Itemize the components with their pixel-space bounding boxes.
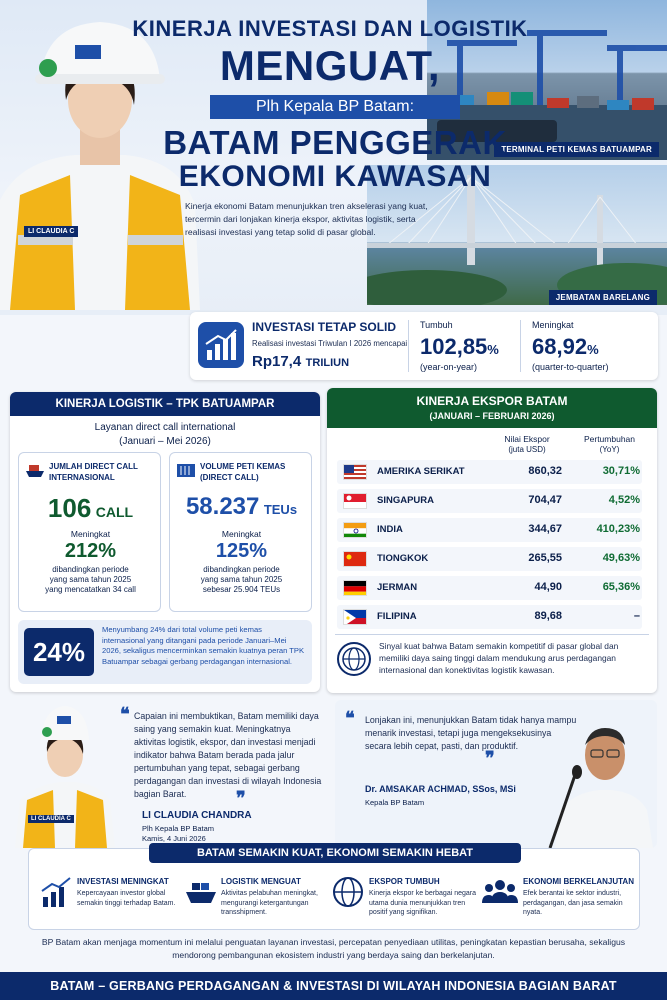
closing-text: BP Batam akan menjaga momentum ini melalui penguatan layanan investasi, percepatan penyediaan utilitas, peningkatan kepastian berusaha, sekaligus mendorong pembangunan ekosistem industri yang berdaya saing dan berkelanjutan. bbox=[41, 937, 626, 960]
amsakar-portrait-illustration bbox=[545, 700, 657, 848]
investasi-amount-unit: TRILIUN bbox=[305, 357, 350, 369]
investasi-amount-value: Rp17,4 bbox=[252, 353, 302, 370]
export-value: 44,90 bbox=[534, 581, 562, 593]
country-name: AMERIKA SERIKAT bbox=[377, 466, 465, 477]
quote1-text: Capaian ini membuktikan, Batam memiliki daya saing yang semakin kuat. Meningkatnya aktivitas logistik, ekspor, dan investasi menjadi indikator bahwa Batam berada pada jalur pertumbuhan yang tepat, sebagai gerbang perdagangan dan investasi di wilayah Indonesia bagian Barat. bbox=[134, 711, 322, 799]
close-quote-icon: ❞ bbox=[485, 748, 495, 768]
ekspor-period: (JANUARI – FEBRUARI 2026) bbox=[429, 411, 555, 421]
headline-line-1: BATAM PENGGERAK bbox=[163, 124, 507, 161]
people-group-icon bbox=[481, 875, 519, 909]
meningkat-metric bbox=[532, 334, 599, 360]
claudia-badge: LI CLAUDIA C bbox=[28, 815, 74, 823]
export-value: 860,32 bbox=[528, 465, 562, 477]
growth-chart-icon bbox=[39, 875, 73, 909]
claudia-portrait-illustration bbox=[15, 700, 115, 848]
table-row bbox=[337, 576, 642, 600]
teus-value: 58.237 bbox=[185, 493, 260, 520]
bridge-caption: JEMBATAN BARELANG bbox=[549, 290, 657, 305]
feature-title: INVESTASI MENINGKAT bbox=[77, 877, 169, 886]
flag-india-icon bbox=[343, 522, 367, 538]
logistik-period: (Januari – Mei 2026) bbox=[119, 436, 211, 447]
close-quote-icon: ❞ bbox=[236, 788, 246, 808]
teus-meningkat: Meningkat bbox=[221, 529, 262, 539]
port-caption: TERMINAL PETI KEMAS BATUAMPAR bbox=[494, 142, 659, 157]
flag-germany-icon bbox=[343, 580, 367, 596]
table-row bbox=[337, 489, 642, 513]
feature-desc: Efek berantai ke sektor industri, perdagangan, dan jasa semakin nyata. bbox=[523, 890, 623, 916]
open-quote-icon: ❝ bbox=[345, 708, 355, 728]
export-growth: 49,63% bbox=[602, 552, 640, 564]
call-note-3: yang mencatatkan 34 call bbox=[45, 585, 136, 594]
hero-section bbox=[0, 0, 667, 315]
signal-text: Sinyal kuat bahwa Batam semakin kompetitif di pasar global dan memiliki daya saing tinggi dalam mendukung arus perdagangan internasional dan konektivitas logistik kawasan. bbox=[379, 641, 619, 675]
teus-note-1: dibandingkan periode bbox=[203, 565, 280, 574]
title-line-2: MENGUAT, bbox=[219, 42, 441, 89]
flag-usa-icon bbox=[343, 464, 367, 480]
quote2-name: Dr. AMSAKAR ACHMAD, SSos, MSi bbox=[365, 784, 516, 794]
logistik-title: KINERJA LOGISTIK – TPK BATUAMPAR bbox=[10, 392, 320, 416]
share-text: Menyumbang 24% dari total volume peti kemas internasional yang ditangani pada periode Januari–Mei 2026, sekaligus mencerminkan semakin kuatnya peran TPK Batuampar sebagai gerbang perdagangan internasional. bbox=[102, 625, 305, 666]
quote1-role: Plh Kepala BP Batam bbox=[142, 824, 214, 833]
investasi-title: INVESTASI TETAP SOLID bbox=[252, 320, 397, 334]
direct-call-box bbox=[18, 452, 161, 612]
col-growth-unit: (YoY) bbox=[599, 445, 620, 454]
name-badge: LI CLAUDIA C bbox=[24, 226, 78, 237]
call-pct: 212% bbox=[64, 540, 117, 562]
col-value-unit: (juta USD) bbox=[508, 445, 546, 454]
summary-title: BATAM SEMAKIN KUAT, EKONOMI SEMAKIN HEBAT bbox=[149, 843, 521, 863]
country-name: JERMAN bbox=[377, 582, 418, 593]
tumbuh-label: Tumbuh bbox=[420, 320, 453, 330]
teus-note-2: yang sama tahun 2025 bbox=[200, 575, 283, 584]
investment-chart-icon bbox=[198, 322, 244, 368]
investasi-desc: Realisasi investasi Triwulan I 2026 mencapai bbox=[252, 339, 408, 348]
globe-icon bbox=[337, 642, 371, 676]
feature-title: EKONOMI BERKELANJUTAN bbox=[523, 877, 634, 886]
call-note-1: dibandingkan periode bbox=[52, 565, 129, 574]
feature-title: LOGISTIK MENGUAT bbox=[221, 877, 301, 886]
export-growth: 4,52% bbox=[608, 494, 640, 506]
export-value: 265,55 bbox=[528, 552, 562, 564]
title-line-1: KINERJA INVESTASI DAN LOGISTIK bbox=[132, 16, 528, 41]
teus-unit: TEUs bbox=[263, 502, 298, 517]
logistik-service: Layanan direct call international bbox=[94, 422, 236, 433]
subtitle-banner: Plh Kepala BP Batam: bbox=[210, 95, 460, 119]
teus-pct: 125% bbox=[215, 540, 268, 562]
export-value: 89,68 bbox=[534, 610, 562, 622]
export-value: 704,47 bbox=[528, 494, 562, 506]
meningkat-note: (quarter-to-quarter) bbox=[532, 362, 609, 372]
flag-china-icon bbox=[343, 551, 367, 567]
export-growth: – bbox=[633, 610, 640, 622]
table-row bbox=[337, 460, 642, 484]
logistik-panel bbox=[10, 392, 320, 692]
open-quote-icon: ❝ bbox=[120, 704, 130, 724]
teus-box bbox=[169, 452, 312, 612]
headline-line-2: EKONOMI KAWASAN bbox=[178, 160, 492, 193]
share-box bbox=[18, 620, 312, 684]
flag-singapore-icon bbox=[343, 493, 367, 509]
ship-icon bbox=[25, 461, 45, 479]
table-row bbox=[337, 518, 642, 542]
export-value: 344,67 bbox=[528, 523, 562, 535]
globe-icon bbox=[331, 875, 365, 909]
table-row bbox=[337, 547, 642, 571]
flag-philippines-icon bbox=[343, 609, 367, 625]
export-growth: 410,23% bbox=[596, 523, 640, 535]
tumbuh-value: 102,85 bbox=[420, 334, 488, 359]
country-name: SINGAPURA bbox=[377, 495, 435, 506]
call-note-2: yang sama tahun 2025 bbox=[49, 575, 132, 584]
tumbuh-unit: % bbox=[487, 342, 499, 357]
call-meningkat: Meningkat bbox=[70, 529, 111, 539]
feature-title: EKSPOR TUMBUH bbox=[369, 877, 440, 886]
tumbuh-note: (year-on-year) bbox=[420, 362, 478, 372]
quote-amsakar bbox=[335, 700, 657, 848]
quote1-date: Kamis, 4 Juni 2026 bbox=[142, 834, 206, 843]
teus-metric bbox=[170, 493, 313, 521]
export-growth: 65,36% bbox=[602, 581, 640, 593]
direct-call-unit: CALL bbox=[95, 504, 134, 520]
country-name: INDIA bbox=[377, 524, 403, 535]
direct-call-value: 106 bbox=[47, 493, 92, 523]
feature-desc: Kepercayaan investor global semakin tinggi terhadap Batam. bbox=[77, 890, 176, 907]
tumbuh-metric bbox=[420, 334, 499, 360]
quote2-role: Kepala BP Batam bbox=[365, 798, 425, 807]
meningkat-label: Meningkat bbox=[532, 320, 574, 330]
feature-desc: Aktivitas pelabuhan meningkat, mengurangi ketergantungan transshipment. bbox=[221, 890, 318, 916]
table-row bbox=[337, 605, 642, 629]
cargo-ship-icon bbox=[184, 875, 218, 909]
quote1-name: LI CLAUDIA CHANDRA bbox=[142, 810, 252, 821]
quote2-text: Lonjakan ini, menunjukkan Batam tidak hanya mampu menarik investasi, tetapi juga mengeksekusinya secara lebih cepat, pasti, dan produktif. bbox=[365, 715, 577, 751]
container-icon bbox=[176, 461, 196, 479]
meningkat-value: 68,92 bbox=[532, 334, 588, 359]
direct-call-title: JUMLAH DIRECT CALL INTERNASIONAL bbox=[49, 462, 138, 482]
country-name: TIONGKOK bbox=[377, 553, 429, 564]
quote-claudia bbox=[10, 700, 325, 848]
investasi-band bbox=[190, 312, 658, 380]
export-growth: 30,71% bbox=[602, 465, 640, 477]
feature-desc: Kinerja ekspor ke berbagai negara utama dunia menunjukkan tren positif yang signifikan. bbox=[369, 890, 477, 916]
investasi-amount bbox=[252, 353, 349, 371]
ekspor-panel bbox=[327, 388, 657, 693]
meningkat-unit: % bbox=[587, 342, 599, 357]
ekspor-header bbox=[327, 388, 657, 428]
col-growth-header: Pertumbuhan bbox=[583, 434, 636, 444]
country-name: FILIPINA bbox=[377, 611, 417, 622]
teus-title: VOLUME PETI KEMAS (DIRECT CALL) bbox=[200, 462, 286, 482]
divider bbox=[335, 634, 649, 635]
divider bbox=[408, 320, 409, 372]
teus-note-3: sebesar 25.904 TEUs bbox=[202, 585, 281, 594]
share-pct: 24% bbox=[24, 628, 94, 676]
direct-call-metric bbox=[19, 493, 162, 524]
footer-banner: BATAM – GERBANG PERDAGANGAN & INVESTASI DI WILAYAH INDONESIA BAGIAN BARAT bbox=[0, 972, 667, 1000]
divider bbox=[520, 320, 521, 372]
intro-text: Kinerja ekonomi Batam menunjukkan tren akselerasi yang kuat, tercermin dari lonjakan kinerja ekspor, aktivitas logistik, serta realisasi investasi yang tetap solid di pasar global. bbox=[185, 201, 428, 237]
ekspor-title: KINERJA EKSPOR BATAM bbox=[416, 394, 568, 408]
col-value-header: Nilai Ekspor bbox=[504, 434, 550, 444]
summary-box bbox=[28, 848, 640, 930]
